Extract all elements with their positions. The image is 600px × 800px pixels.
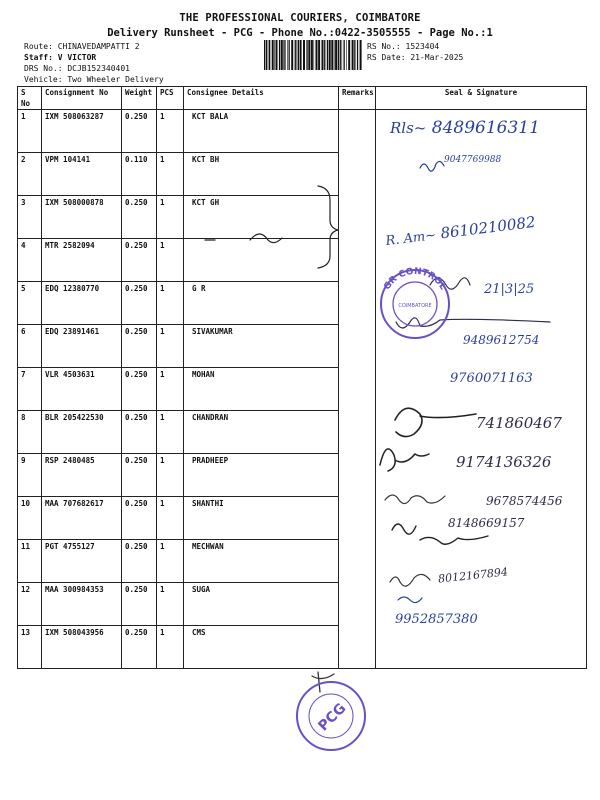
drs-label: DRS No.: DCJB152340401 bbox=[24, 64, 130, 73]
cell-pcs: 1 bbox=[157, 626, 184, 669]
cell-sno: 9 bbox=[18, 454, 42, 497]
cell-pcs: 1 bbox=[157, 497, 184, 540]
handwritten-phone-row9: 9174136326 bbox=[456, 453, 552, 471]
rs-number-label: RS No.: 1523404 bbox=[367, 42, 440, 51]
cell-weight: 0.250 bbox=[122, 196, 157, 239]
cell-consignee: PRADHEEP bbox=[184, 454, 339, 497]
cell-consignment-no: IXM 508043956 bbox=[42, 626, 122, 669]
cell-weight: 0.250 bbox=[122, 583, 157, 626]
cell-weight: 0.250 bbox=[122, 325, 157, 368]
cell-weight: 0.250 bbox=[122, 497, 157, 540]
cell-consignee: SHANTHI bbox=[184, 497, 339, 540]
handwritten-phone-row4: R. Am~ 8610210082 bbox=[384, 212, 537, 250]
handwritten-phone-row13: 9952857380 bbox=[395, 612, 478, 627]
col-consignment-header: Consignment No bbox=[42, 87, 122, 110]
cell-consignee: SUGA bbox=[184, 583, 339, 626]
cell-consignment-no: VPM 104141 bbox=[42, 153, 122, 196]
cell-consignment-no: PGT 4755127 bbox=[42, 540, 122, 583]
handwritten-phone-row10: 9678574456 bbox=[486, 494, 563, 508]
handwritten-date-row5: 21|3|25 bbox=[484, 282, 535, 297]
cell-sno: 3 bbox=[18, 196, 42, 239]
cell-pcs: 1 bbox=[157, 110, 184, 153]
route-label: Route: CHINAVEDAMPATTI 2 bbox=[24, 42, 140, 51]
handwritten-phone-row1: Rls~ 8489616311 bbox=[390, 118, 540, 138]
cell-consignee: KCT BH bbox=[184, 153, 339, 196]
col-remarks-header: Remarks bbox=[339, 87, 376, 110]
cell-consignment-no: EDQ 12380770 bbox=[42, 282, 122, 325]
handwritten-phone-row7: 9760071163 bbox=[450, 371, 533, 386]
cell-pcs: 1 bbox=[157, 153, 184, 196]
cell-pcs: 1 bbox=[157, 454, 184, 497]
handwritten-phone-row12: 8012167894 bbox=[437, 565, 509, 586]
handwritten-phone-row11: 8148669157 bbox=[448, 516, 525, 530]
company-title: THE PROFESSIONAL COURIERS, COIMBATORE bbox=[179, 12, 421, 24]
cell-consignee: G R bbox=[184, 282, 339, 325]
cell-weight: 0.250 bbox=[122, 411, 157, 454]
cell-consignee: MECHWAN bbox=[184, 540, 339, 583]
cell-consignee: CMS bbox=[184, 626, 339, 669]
cell-sno: 13 bbox=[18, 626, 42, 669]
runsheet-subtitle: Delivery Runsheet - PCG - Phone No.:0422-3505555 - Page No.:1 bbox=[107, 27, 493, 39]
cell-sno: 4 bbox=[18, 239, 42, 282]
cell-consignee: MOHAN bbox=[184, 368, 339, 411]
cell-consignment-no: VLR 4503631 bbox=[42, 368, 122, 411]
cell-consignment-no: IXM 508063287 bbox=[42, 110, 122, 153]
svg-text:GR CONTROL bbox=[382, 267, 448, 292]
cell-consignment-no: RSP 2480485 bbox=[42, 454, 122, 497]
cell-consignee: CHANDRAN bbox=[184, 411, 339, 454]
gr-control-stamp-text: GR CONTROL bbox=[382, 266, 448, 292]
cell-consignment-no: MAA 300984353 bbox=[42, 583, 122, 626]
cell-weight: 0.250 bbox=[122, 626, 157, 669]
cell-sno: 10 bbox=[18, 497, 42, 540]
cell-pcs: 1 bbox=[157, 583, 184, 626]
pcg-stamp bbox=[293, 678, 369, 754]
cell-weight: 0.250 bbox=[122, 368, 157, 411]
cell-pcs: 1 bbox=[157, 411, 184, 454]
cell-pcs: 1 bbox=[157, 282, 184, 325]
cell-consignment-no: MTR 2582094 bbox=[42, 239, 122, 282]
handwritten-phone-row6: 9489612754 bbox=[463, 333, 540, 347]
col-weight-header: Weight bbox=[122, 87, 157, 110]
handwritten-phone-row2: 9047769988 bbox=[444, 155, 502, 165]
pcg-stamp-text: PCG bbox=[315, 700, 350, 735]
cell-weight: 0.250 bbox=[122, 282, 157, 325]
cell-consignment-no: MAA 707682617 bbox=[42, 497, 122, 540]
vehicle-label: Vehicle: Two Wheeler Delivery bbox=[24, 75, 164, 84]
col-pcs-header: PCS bbox=[157, 87, 184, 110]
cell-pcs: 1 bbox=[157, 196, 184, 239]
cell-weight: 0.110 bbox=[122, 153, 157, 196]
cell-pcs: 1 bbox=[157, 325, 184, 368]
rs-date-label: RS Date: 21-Mar-2025 bbox=[367, 53, 464, 62]
cell-consignment-no: BLR 205422530 bbox=[42, 411, 122, 454]
gr-control-stamp bbox=[375, 262, 455, 342]
cell-sno: 2 bbox=[18, 153, 42, 196]
cell-sno: 1 bbox=[18, 110, 42, 153]
cell-consignment-no: IXM 508000878 bbox=[42, 196, 122, 239]
cell-weight: 0.250 bbox=[122, 540, 157, 583]
cell-sno: 6 bbox=[18, 325, 42, 368]
cell-sno: 8 bbox=[18, 411, 42, 454]
col-sno-header: S No bbox=[18, 87, 42, 110]
cell-weight: 0.250 bbox=[122, 110, 157, 153]
cell-consignment-no: EDQ 23891461 bbox=[42, 325, 122, 368]
cell-pcs: 1 bbox=[157, 368, 184, 411]
staff-label: Staff: V VICTOR bbox=[24, 53, 97, 62]
handwritten-phone-row8: 741860467 bbox=[476, 414, 562, 432]
cell-weight: 0.250 bbox=[122, 454, 157, 497]
cell-sno: 11 bbox=[18, 540, 42, 583]
cell-pcs: 1 bbox=[157, 239, 184, 282]
cell-consignee: KCT BALA bbox=[184, 110, 339, 153]
cell-weight: 0.250 bbox=[122, 239, 157, 282]
col-consignee-header: Consignee Details bbox=[184, 87, 339, 110]
cell-sno: 5 bbox=[18, 282, 42, 325]
cell-consignee: SIVAKUMAR bbox=[184, 325, 339, 368]
gr-control-stamp-inner-text: COIMBATORE bbox=[398, 303, 432, 309]
cell-sno: 7 bbox=[18, 368, 42, 411]
cell-consignee: KCT GH bbox=[184, 196, 339, 239]
cell-pcs: 1 bbox=[157, 540, 184, 583]
cell-sno: 12 bbox=[18, 583, 42, 626]
col-signature-header: Seal & Signature bbox=[376, 87, 587, 110]
